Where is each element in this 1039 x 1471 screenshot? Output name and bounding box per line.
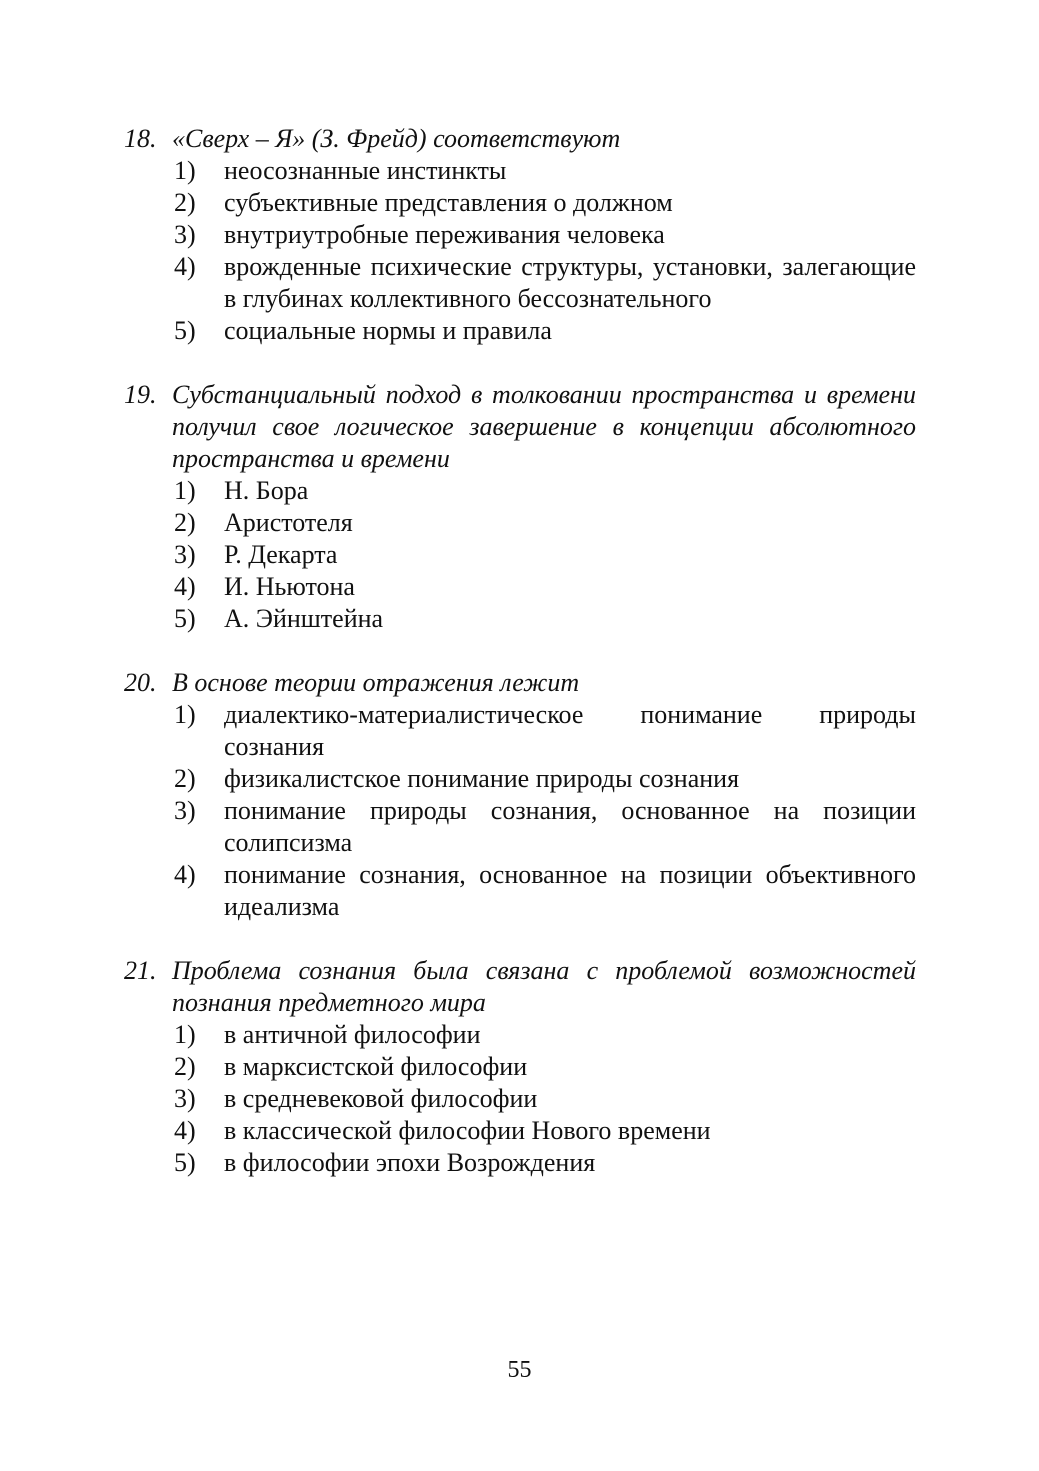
option-number: 5) bbox=[174, 604, 196, 633]
question-text: «Сверх – Я» (З. Фрейд) соответствуют bbox=[172, 124, 621, 153]
answer-option bbox=[174, 475, 916, 507]
option-number: 2) bbox=[174, 1052, 196, 1081]
option-text: Н. Бора bbox=[224, 476, 309, 505]
answer-option bbox=[174, 539, 916, 571]
option-text: социальные нормы и правила bbox=[224, 316, 552, 345]
answer-option bbox=[174, 795, 916, 859]
option-text: в классической философии Нового времени bbox=[224, 1116, 711, 1145]
question-header bbox=[124, 667, 916, 699]
question-21 bbox=[124, 955, 916, 1179]
option-text: понимание природы сознания, основанное на позиции солипсизма bbox=[224, 796, 916, 857]
question-text: Проблема сознания была связана с проблемой возможностей познания предметного мира bbox=[172, 956, 916, 1017]
question-number: 20. bbox=[124, 668, 157, 697]
option-number: 3) bbox=[174, 1084, 196, 1113]
answer-option bbox=[174, 1083, 916, 1115]
question-18 bbox=[124, 123, 916, 347]
answer-options bbox=[124, 699, 916, 923]
option-number: 4) bbox=[174, 860, 196, 889]
option-number: 4) bbox=[174, 252, 196, 281]
question-number: 21. bbox=[124, 956, 157, 985]
option-number: 5) bbox=[174, 316, 196, 345]
question-text: Субстанциальный подход в толковании пространства и времени получил свое логическое завершение в концепции абсолютного пространства и времени bbox=[172, 380, 916, 473]
answer-options bbox=[124, 155, 916, 347]
option-text: в философии эпохи Возрождения bbox=[224, 1148, 596, 1177]
option-number: 1) bbox=[174, 156, 196, 185]
option-number: 2) bbox=[174, 188, 196, 217]
option-text: диалектико-материалистическое понимание природы сознания bbox=[224, 700, 916, 761]
option-text: субъективные представления о должном bbox=[224, 188, 673, 217]
question-20 bbox=[124, 667, 916, 923]
question-header bbox=[124, 379, 916, 475]
question-header bbox=[124, 123, 916, 155]
question-header bbox=[124, 955, 916, 1019]
option-text: в средневековой философии bbox=[224, 1084, 538, 1113]
answer-option bbox=[174, 187, 916, 219]
option-number: 4) bbox=[174, 572, 196, 601]
option-number: 1) bbox=[174, 476, 196, 505]
answer-option bbox=[174, 1019, 916, 1051]
option-number: 3) bbox=[174, 220, 196, 249]
option-text: врожденные психические структуры, установки, залегающие в глубинах коллективного бессознательного bbox=[224, 252, 916, 313]
answer-option bbox=[174, 219, 916, 251]
option-text: А. Эйнштейна bbox=[224, 604, 384, 633]
option-text: в марксистской философии bbox=[224, 1052, 528, 1081]
option-text: физикалистское понимание природы сознания bbox=[224, 764, 740, 793]
answer-option bbox=[174, 763, 916, 795]
option-number: 3) bbox=[174, 540, 196, 569]
answer-option bbox=[174, 1147, 916, 1179]
answer-options bbox=[124, 1019, 916, 1179]
option-number: 4) bbox=[174, 1116, 196, 1145]
option-text: Аристотеля bbox=[224, 508, 353, 537]
answer-options bbox=[124, 475, 916, 635]
question-19 bbox=[124, 379, 916, 635]
option-text: И. Ньютона bbox=[224, 572, 355, 601]
option-text: неосознанные инстинкты bbox=[224, 156, 507, 185]
option-text: Р. Декарта bbox=[224, 540, 338, 569]
question-number: 19. bbox=[124, 380, 157, 409]
page-number: 55 bbox=[507, 1357, 532, 1383]
answer-option bbox=[174, 155, 916, 187]
option-text: внутриутробные переживания человека bbox=[224, 220, 665, 249]
option-number: 1) bbox=[174, 700, 196, 729]
question-list bbox=[124, 123, 916, 1211]
answer-option bbox=[174, 507, 916, 539]
answer-option bbox=[174, 315, 916, 347]
option-number: 3) bbox=[174, 796, 196, 825]
answer-option bbox=[174, 603, 916, 635]
answer-option bbox=[174, 859, 916, 923]
option-number: 1) bbox=[174, 1020, 196, 1049]
answer-option bbox=[174, 1051, 916, 1083]
answer-option bbox=[174, 1115, 916, 1147]
option-number: 5) bbox=[174, 1148, 196, 1177]
option-text: понимание сознания, основанное на позиции объективного идеализма bbox=[224, 860, 916, 921]
option-number: 2) bbox=[174, 508, 196, 537]
option-number: 2) bbox=[174, 764, 196, 793]
question-text: В основе теории отражения лежит bbox=[172, 668, 580, 697]
answer-option bbox=[174, 699, 916, 763]
answer-option bbox=[174, 251, 916, 315]
answer-option bbox=[174, 571, 916, 603]
option-text: в античной философии bbox=[224, 1020, 481, 1049]
question-number: 18. bbox=[124, 124, 157, 153]
